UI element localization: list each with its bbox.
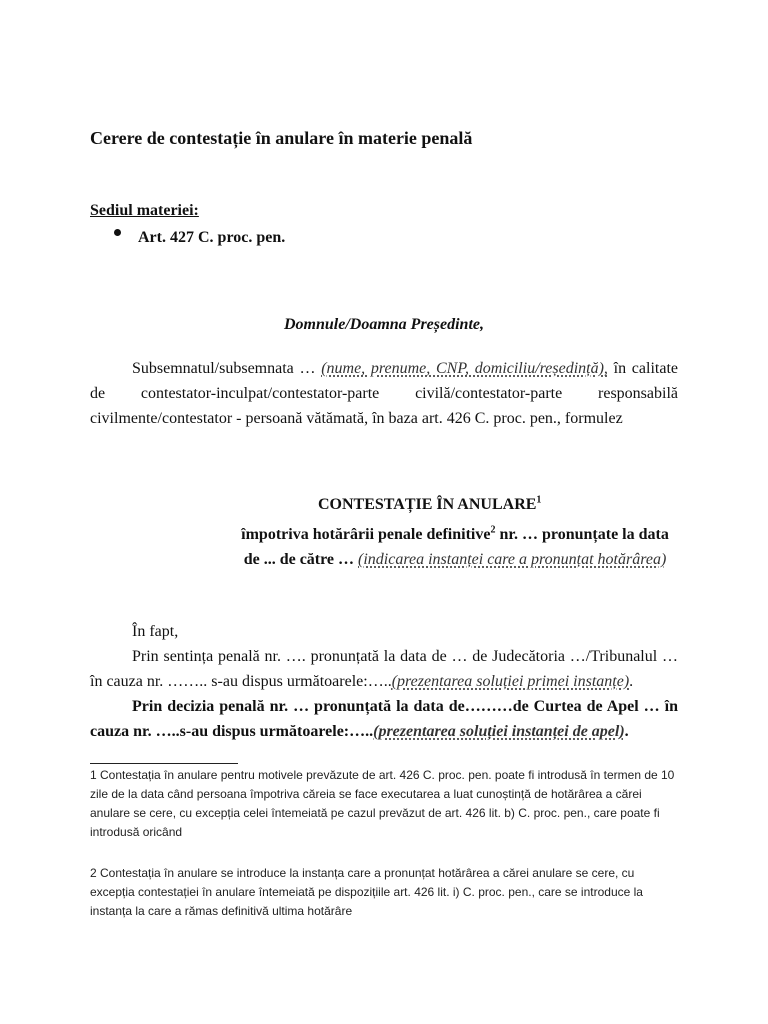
facts-p2-end: . [624, 723, 629, 740]
intro-lead: Subsemnatul/subsemnata … [132, 360, 322, 377]
contestation-hint: (indicarea instanței care a pronunțat hotărârea) [358, 551, 667, 568]
contestation-sub-a: împotriva hotărârii penale definitive [241, 526, 491, 543]
facts-paragraph-1 [90, 644, 678, 694]
contestation-title [318, 496, 541, 514]
facts-p1-hint: (prezentarea soluției primei instanțe) [391, 673, 630, 690]
seat-colon: : [193, 202, 199, 219]
seat-label: Sediul materiei [90, 202, 194, 219]
seat-heading [90, 202, 199, 220]
intro-rest: în calitate de contestator-inculpat/contestator-parte civilă/contestator-parte responsabilă civilmente/contestator - persoană vătămată, în baza art. 426 C. proc. pen., formulez [90, 360, 678, 427]
contestation-title-text: CONTESTAȚIE ÎN ANULARE [318, 496, 537, 513]
footnote-ref-1[interactable]: 1 [536, 494, 542, 506]
footnote-2: 2 Contestația în anulare se introduce la instanța care a pronunțat hotărârea a cărei anulare se cere, cu excepția contestației în anulare întemeiată pe dispozițiile art. 426 lit. i) C. proc. pen., care se introduce la instanța la care a rămas definitivă ultima hotărâre [90, 866, 643, 918]
facts-p2-hint: (prezentarea soluției instanței de apel) [373, 723, 625, 740]
facts-p1-end: . [629, 673, 634, 690]
facts-paragraph-2 [90, 694, 678, 744]
contestation-subtitle [232, 522, 678, 572]
footnote-ref-2[interactable]: 2 [490, 524, 496, 536]
facts-p1-text: Prin sentința penală nr. …. pronunțată la data de … de Judecătoria …/Tribunalul … în cauza nr. …….. s-au dispus următoarele:….. [90, 648, 678, 690]
salutation: Domnule/Doamna Președinte, [283, 316, 484, 333]
intro-hint: (nume, prenume, CNP, domiciliu/reședință), [321, 360, 608, 377]
contestation-sub-b: nr. … pronunțate la data de ... de către … [243, 526, 669, 568]
document-title: Cerere de contestație în anulare în materie penală [90, 128, 473, 148]
footnote-divider [90, 763, 238, 764]
footnote-1: 1 Contestația în anulare pentru motivele prevăzute de art. 426 C. proc. pen. poate fi introdusă în termen de 10 zile de la data când persoana împotriva căreia se face executarea a luat cunoștință de hotărârea a cărei anulare se cere, cu excepția celei întemeiată pe cazul prevăzut de art. 426 lit. b) C. proc. pen., care poate fi introdusă oricând [90, 768, 675, 839]
bullet-icon [114, 229, 121, 236]
seat-item: Art. 427 C. proc. pen. [138, 229, 286, 246]
facts-heading-line [90, 619, 678, 644]
facts-heading: În fapt, [132, 623, 179, 640]
intro-paragraph [90, 356, 678, 431]
facts-section [90, 619, 678, 744]
facts-p2-text: Prin decizia penală nr. … pronunțată la data de………de Curtea de Apel … în cauza nr. …..s-au dispus următoarele:….. [90, 698, 678, 740]
